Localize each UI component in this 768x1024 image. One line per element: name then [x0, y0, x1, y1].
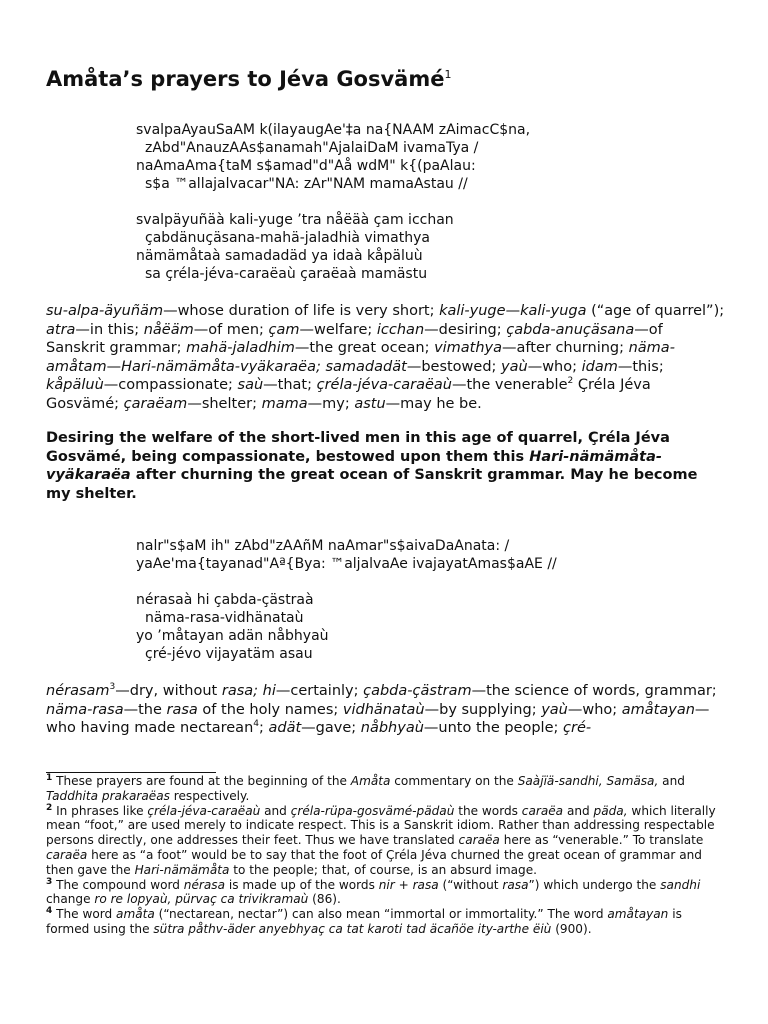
word-gloss-1 — [46, 302, 726, 414]
verse-2-transliteration — [136, 591, 329, 663]
sanskrit-term: rasa; — [221, 683, 259, 699]
text-run: —who having made nectarean — [46, 701, 710, 737]
text-run: and — [658, 774, 685, 788]
verse-line: nalr"s$aM ih" zAbd"zAAñM naAmar"s$aivaDaAnata: / — [136, 538, 510, 554]
text-run: —gave; — [301, 720, 361, 737]
sanskrit-term: yaù — [501, 358, 528, 375]
text-run: —the great ocean; — [294, 340, 435, 357]
verse-line: yo ’måtayan adän nåbhyaù — [136, 628, 329, 644]
sanskrit-term: çabda-çästram — [363, 683, 472, 699]
text-run: —desiring; — [424, 321, 507, 338]
text-run: —may he be. — [385, 395, 482, 412]
sanskrit-term: nérasa — [183, 877, 225, 892]
text-run: —after churning; — [502, 340, 629, 357]
sanskrit-term: sütra påthv-äder anyebhyaç ca tat karoti tad äcañöe ity-arthe ëiù — [153, 921, 552, 936]
verse-line: naAmaAma{taM s$amad"d"Aå wdM" k{(paAlau: — [136, 158, 476, 174]
text-run: —in this; — [75, 321, 144, 338]
sanskrit-term: kåpäluù — [46, 377, 104, 394]
sanskrit-term: caraëa — [46, 847, 88, 862]
text-run: —of Sanskrit grammar; — [46, 321, 663, 357]
sanskrit-term: çréla-jéva-caraëaù — [147, 803, 261, 818]
footnote-marker: 3 — [46, 876, 53, 887]
sanskrit-term: nir + rasa — [378, 877, 439, 892]
sanskrit-term: icchan — [376, 321, 425, 338]
text-run: These prayers are found at the beginning of the — [52, 774, 351, 788]
sanskrit-term: amåtayan — [621, 701, 695, 718]
text-run: —this; — [617, 358, 664, 375]
text-run: and — [260, 803, 291, 818]
sanskrit-term: Saàjïä-sandhi, Samäsa, — [517, 774, 659, 788]
sanskrit-term: amåta — [116, 907, 155, 922]
sanskrit-term: rasa — [166, 701, 198, 718]
text-run: —by supplying; — [424, 701, 542, 718]
sanskrit-term: samadadät — [325, 358, 407, 375]
text-run: ”) which undergo the — [528, 877, 661, 892]
text-run: and — [563, 803, 594, 818]
text-run: change — [46, 892, 95, 907]
text-run: —shelter; — [187, 395, 262, 412]
text-run: —who; — [567, 701, 622, 718]
verse-1-encoded — [136, 121, 530, 193]
sanskrit-term: çréla-jéva-caraëaù — [316, 377, 452, 394]
verse-line: çré-jévo vijayatäm asau — [145, 646, 313, 662]
sanskrit-term: caraëa — [521, 803, 564, 818]
sanskrit-term: çaraëam — [123, 395, 188, 412]
text-run: ; — [259, 720, 269, 737]
text-run: —welfare; — [299, 321, 377, 338]
text-run: (“nectarean, nectar”) can also mean “immortal or immortality.” The word — [154, 907, 608, 922]
footnote-marker: 1 — [46, 772, 53, 783]
text-run: (900). — [551, 921, 592, 936]
sanskrit-term: çréla-rüpa-gosvämé-pädaù — [290, 803, 455, 818]
verse-line: çabdänuçäsana-mahä-jaladhià vimathya — [145, 230, 430, 246]
sanskrit-term: hi — [262, 683, 276, 699]
text-run: here as “venerable.” To translate — [499, 833, 704, 848]
footnote-marker: 2 — [46, 802, 53, 813]
footnote-marker: 3 — [109, 682, 116, 693]
text-run: —the venerable — [451, 377, 568, 394]
sanskrit-term: saù — [237, 377, 264, 394]
text-run: —dry, without — [115, 683, 222, 699]
sanskrit-term: amåtayan — [607, 907, 669, 922]
text-run: —whose duration of life is very short; — [163, 303, 440, 319]
text-run: Çréla Jéva Gosvämé; — [46, 377, 651, 412]
sanskrit-term: ro re lopyaù, pürvaç ca trivikramaù — [94, 892, 309, 907]
sanskrit-term: yaù — [541, 701, 568, 718]
verse-1-transliteration — [136, 211, 454, 283]
sanskrit-term: astu — [354, 395, 386, 412]
text-run: —of men; — [193, 321, 269, 338]
page-title — [46, 64, 451, 94]
verse-2-encoded — [136, 537, 557, 573]
text-run: In phrases like — [52, 803, 148, 818]
sanskrit-term: idam — [581, 358, 618, 375]
footnote-marker: 4 — [253, 719, 259, 730]
text-run: is made up of the words — [224, 877, 379, 892]
text-run: commentary on the — [390, 774, 518, 788]
text-run: —certainly; — [275, 683, 364, 699]
sanskrit-term: Hari-nämämåta-vyäkaraëa; — [121, 358, 321, 375]
text-run: to the people; that, of course, is an absurd image. — [229, 862, 537, 877]
word-gloss-2 — [46, 682, 726, 738]
text-run: (“without — [438, 877, 503, 892]
sanskrit-term: vimathya — [434, 340, 503, 357]
footnote-2 — [46, 804, 726, 878]
sanskrit-term: caraëa — [458, 833, 500, 848]
sanskrit-term: kali-yuge — [439, 303, 506, 319]
text-run: —compassionate; — [103, 377, 238, 394]
text-run: of the holy names; — [197, 701, 343, 718]
sanskrit-term: Taddhita prakaraëas — [46, 788, 170, 803]
verse-line: s$a ™allajalvacar"NA: zAr"NAM mamaAstau // — [145, 176, 468, 192]
text-run: —bestowed; — [406, 358, 502, 375]
title-footnote-ref: 1 — [444, 68, 452, 81]
footnote-3 — [46, 878, 726, 908]
text-run: is formed using the — [46, 907, 682, 936]
sanskrit-term: mama — [261, 395, 308, 412]
text-run: —who; — [527, 358, 582, 375]
footnote-1 — [46, 774, 726, 804]
text-run: The word — [52, 907, 117, 922]
footnote-marker: 4 — [46, 906, 53, 917]
sanskrit-term: vidhänataù — [342, 701, 425, 718]
sanskrit-term: adät — [268, 720, 302, 737]
text-run: the words — [454, 803, 522, 818]
verse-line: svalpäyuñäà kali-yuge ’tra nåëäà çam icchan — [136, 212, 454, 228]
text-run: — — [106, 358, 122, 375]
text-run: (86). — [308, 892, 341, 907]
text-run: Desiring the welfare of the short-lived men in this age of quarrel, Çréla Jéva Gosvämé, being compassionate, bestowed upon them this — [46, 430, 670, 465]
text-run: The compound word — [52, 877, 184, 892]
text-run: —unto the people; — [423, 720, 564, 737]
sanskrit-term: Hari-nämämåta — [134, 862, 230, 877]
text-run: — — [505, 303, 521, 319]
sanskrit-term: näma-amåtam — [46, 340, 675, 375]
sanskrit-term: çam — [268, 321, 300, 338]
text-run: —the — [123, 701, 167, 718]
sanskrit-term: rasa — [502, 877, 529, 892]
page-title-text: Amåta’s prayers to Jéva Gosvämé — [46, 67, 445, 91]
sanskrit-term: nérasam — [46, 683, 110, 699]
sanskrit-term: mahä-jaladhim — [186, 340, 295, 357]
verse-line: svalpaAyauSaAM k(ilayaugAe'‡a na{NAAM zAimacC$na, — [136, 122, 531, 138]
text-run: (“age of quarrel”); — [586, 303, 725, 319]
sanskrit-term: atra — [46, 321, 76, 338]
footnote-divider — [46, 772, 216, 773]
footnotes — [46, 774, 726, 937]
sanskrit-term: çabda-anuçäsana — [506, 321, 635, 338]
text-run: after churning the great ocean of Sanskrit grammar. May he become my shelter. — [46, 467, 698, 502]
verse-line: sa çréla-jéva-caraëaù çaraëaà mamästu — [145, 266, 428, 282]
text-run: —the science of words, grammar; — [471, 683, 717, 699]
text-run: which literally mean “foot,” are used merely to indicate respect. This is a Sanskrit idiom. Rather than addressing respectable persons directly, one addresses their feet. Thus we have translated — [46, 803, 716, 848]
sanskrit-term: Amåta — [350, 774, 391, 788]
verse-line: nämämåtaà samadadäd ya idaà kåpäluù — [136, 248, 423, 264]
text-run: respectively. — [169, 788, 250, 803]
translation-1 — [46, 429, 726, 503]
sanskrit-term: näma-rasa — [46, 701, 124, 718]
sanskrit-term: Hari-nämämåta-vyäkaraëa — [46, 448, 662, 484]
sanskrit-term: kali-yuga — [520, 303, 587, 319]
sanskrit-term: nåbhyaù — [360, 720, 424, 737]
footnote-marker: 2 — [567, 376, 574, 387]
sanskrit-term: päda, — [593, 803, 628, 818]
text-run: —my; — [307, 395, 355, 412]
sanskrit-term: nåëäm — [143, 321, 194, 338]
sanskrit-term: sandhi — [660, 877, 701, 892]
text-run: —that; — [263, 377, 317, 394]
footnote-4 — [46, 907, 726, 937]
sanskrit-term: su-alpa-äyuñäm — [46, 303, 164, 319]
verse-line: yaAe'ma{tayanad"Aª{Bya: ™aljalvaAe ivajayatAmas$aAE // — [136, 556, 557, 572]
verse-line: näma-rasa-vidhänataù — [145, 610, 304, 626]
sanskrit-term: çré- — [563, 720, 592, 737]
verse-line: zAbd"AnauzAAs$anamah"AjalaiDaM ivamaTya / — [145, 140, 479, 156]
verse-line: nérasaà hi çabda-çästraà — [136, 592, 314, 608]
text-run: here as “a foot” would be to say that the foot of Çréla Jéva churned the great ocean of grammar and then gave the — [46, 847, 702, 877]
